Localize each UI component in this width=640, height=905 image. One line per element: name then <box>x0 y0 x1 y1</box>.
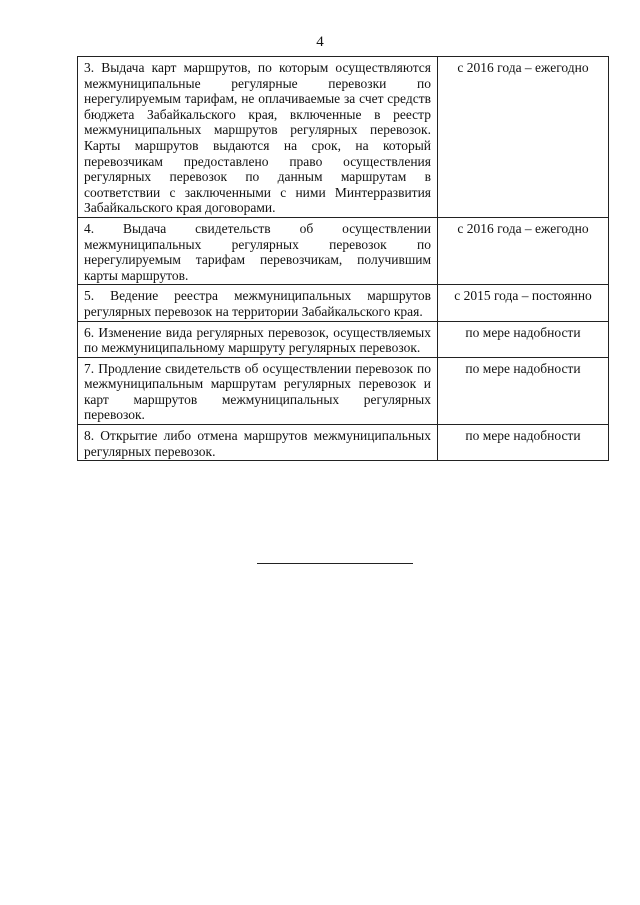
measure-description: 6. Изменение вида регулярных перевозок, осуществляемых по межмуниципальному маршруту регулярных перевозок. <box>78 321 438 357</box>
measure-description: 5. Ведение реестра межмуниципальных маршрутов регулярных перевозок на территории Забайкальского края. <box>78 285 438 321</box>
table-row <box>78 57 609 218</box>
table-row <box>78 321 609 357</box>
end-of-document-rule <box>257 563 413 564</box>
measure-term: с 2015 года – постоянно <box>438 285 609 321</box>
table-row <box>78 285 609 321</box>
table-row <box>78 217 609 284</box>
schedule-table <box>77 56 609 461</box>
measure-term: по мере надобности <box>438 321 609 357</box>
measure-term: с 2016 года – ежегодно <box>438 57 609 218</box>
table-row <box>78 357 609 424</box>
page-number: 4 <box>316 34 324 50</box>
measure-description: 7. Продление свидетельств об осуществлении перевозок по межмуниципальным маршрутам регулярных перевозок и карт маршрутов межмуниципальных регулярных перевозок. <box>78 357 438 424</box>
measure-description: 8. Открытие либо отмена маршрутов межмуниципальных регулярных перевозок. <box>78 425 438 461</box>
table-row <box>78 425 609 461</box>
measure-term: с 2016 года – ежегодно <box>438 217 609 284</box>
measure-description: 3. Выдача карт маршрутов, по которым осуществляются межмуниципальные регулярные перевозки по нерегулируемым тарифам, не оплачиваемые за счет средств бюджета Забайкальского края, включенные в реестр межмуниципальных маршрутов регулярных перевозок. Карты маршрутов выдаются на срок, на который перевозчикам предоставлено право осуществления регулярных перевозок по данным маршрутам в соответствии с заключенными с ними Минтерразвития Забайкальского края договорами. <box>78 57 438 218</box>
measure-description: 4. Выдача свидетельств об осуществлении межмуниципальных регулярных перевозок по нерегулируемым тарифам перевозчикам, получившим карты маршрутов. <box>78 217 438 284</box>
measure-term: по мере надобности <box>438 357 609 424</box>
measure-term: по мере надобности <box>438 425 609 461</box>
